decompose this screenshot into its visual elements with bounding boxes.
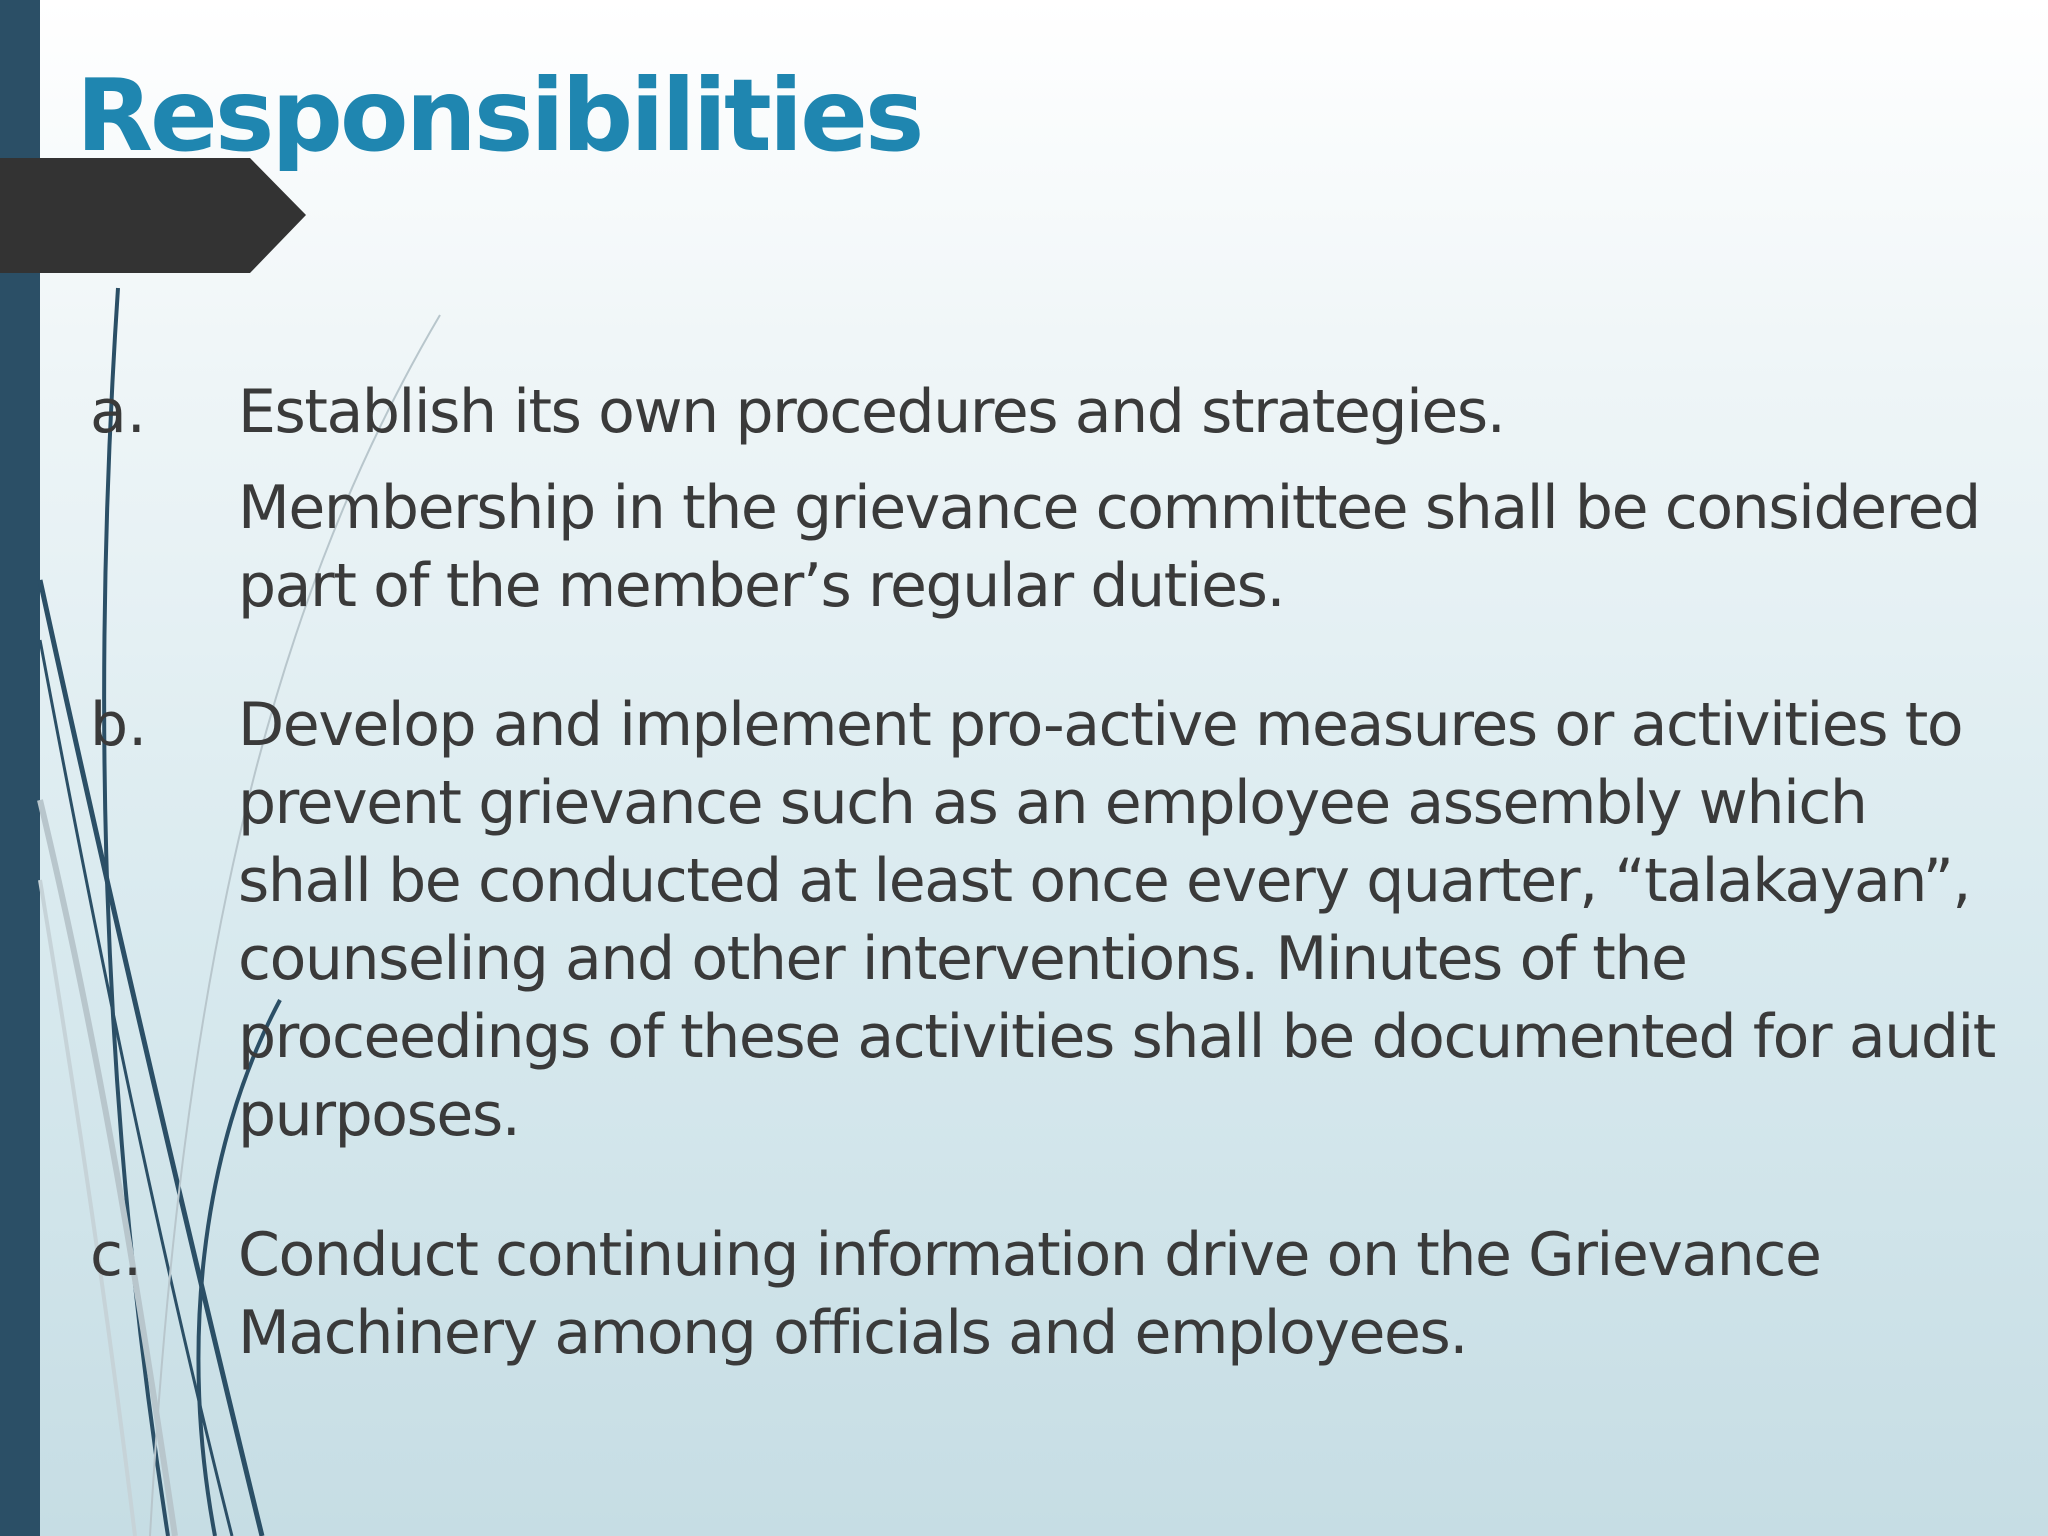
item-label-b: b. (90, 690, 148, 760)
item-label-a: a. (90, 377, 146, 447)
item-a-text: Establish its own procedures and strategies. (238, 377, 1505, 447)
item-c-text: Conduct continuing information drive on the Grievance Machinery among officials and employees. (238, 1220, 1821, 1368)
item-b-text: Develop and implement pro-active measures or activities to prevent grievance such as an employee assembly which shall be conducted at least once every quarter, “talakayan”, counseling and other interventions. Minutes of the proceedings of these activities shall be documented for audit purposes. (238, 690, 1995, 1150)
slide-title: Responsibilities (76, 57, 922, 174)
item-a-subtext: Membership in the grievance committee shall be considered part of the member’s regular duties. (238, 473, 1980, 621)
item-label-c: c. (90, 1220, 143, 1290)
